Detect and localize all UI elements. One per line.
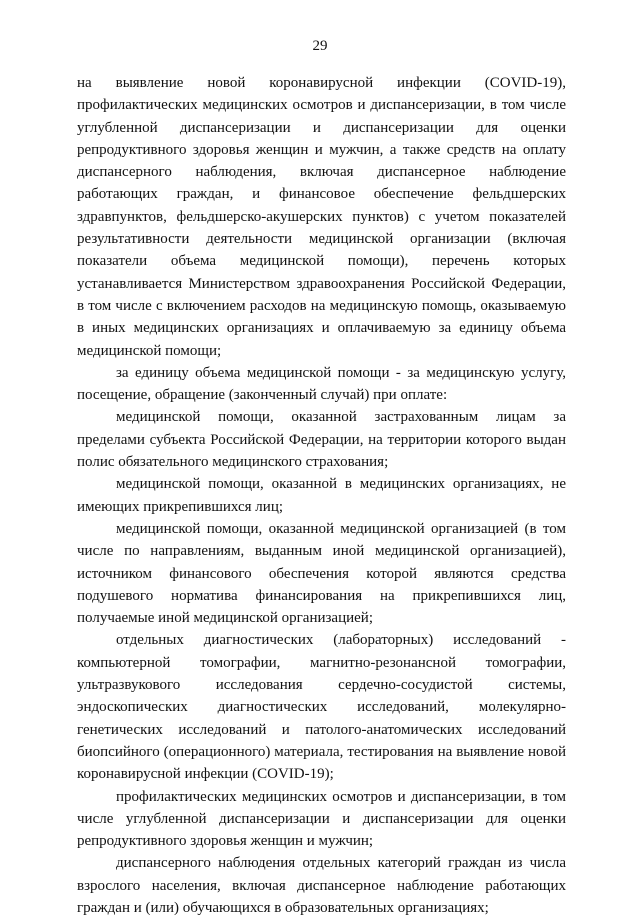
document-body: [77, 72, 566, 919]
paragraph-diagnostic-studies: отдельных диагностических (лабораторных) исследований - компьютерной томографии, магнитно-резонансной томографии, ультразвукового исследования сердечно-сосудистой системы, эндоскопических диагностических исследований, молекулярно-генетических исследований и патолого-анатомических исследований биопсийного (операционного) материала, тестирования на выявление новой коронавирусной инфекции (COVID-19);: [77, 632, 566, 783]
paragraph-other-organization: медицинской помощи, оказанной медицинской организацией (в том числе по направлениям, выданным иной медицинской организацией), источником финансового обеспечения которой являются средства подушевого норматива финансирования на прикрепившихся лиц, получаемые иной медицинской организацией;: [77, 520, 566, 627]
paragraph-continuation: на выявление новой коронавирусной инфекции (COVID-19), профилактических медицинских осмотров и диспансеризации, в том числе углубленной диспансеризации и диспансеризации для оценки репродуктивного здоровья женщин и мужчин, а также средств на оплату диспансерного наблюдения, включая диспансерное наблюдение работающих граждан, и финансовое обеспечение фельдшерских здравпунктов, фельдшерско-акушерских пунктов) с учетом показателей результативности деятельности медицинской организации (включая показатели объема медицинской помощи), перечень которых устанавливается Министерством здравоохранения Российской Федерации, в том числе с включением расходов на медицинскую помощь, оказываемую в иных медицинских организациях и оплачиваемую за единицу объема медицинской помощи;: [77, 75, 566, 359]
page-number: 29: [312, 38, 328, 54]
paragraph-unit-volume: за единицу объема медицинской помощи - за медицинскую услугу, посещение, обращение (законченный случай) при оплате:: [77, 364, 566, 404]
paragraph-no-attached-persons: медицинской помощи, оказанной в медицинских организациях, не имеющих прикрепившихся лиц;: [77, 476, 566, 515]
paragraph-insured-outside-region: медицинской помощи, оказанной застрахованным лицам за пределами субъекта Российской Федерации, на территории которого выдан полис обязательного медицинского страхования;: [77, 409, 566, 471]
paragraph-preventive-exams: профилактических медицинских осмотров и диспансеризации, в том числе углубленной диспансеризации и диспансеризации для оценки репродуктивного здоровья женщин и мужчин;: [77, 788, 566, 850]
paragraph-dispensary-observation: диспансерного наблюдения отдельных категорий граждан из числа взрослого населения, включая диспансерное наблюдение работающих граждан и (или) обучающихся в образовательных организациях;: [77, 855, 566, 916]
